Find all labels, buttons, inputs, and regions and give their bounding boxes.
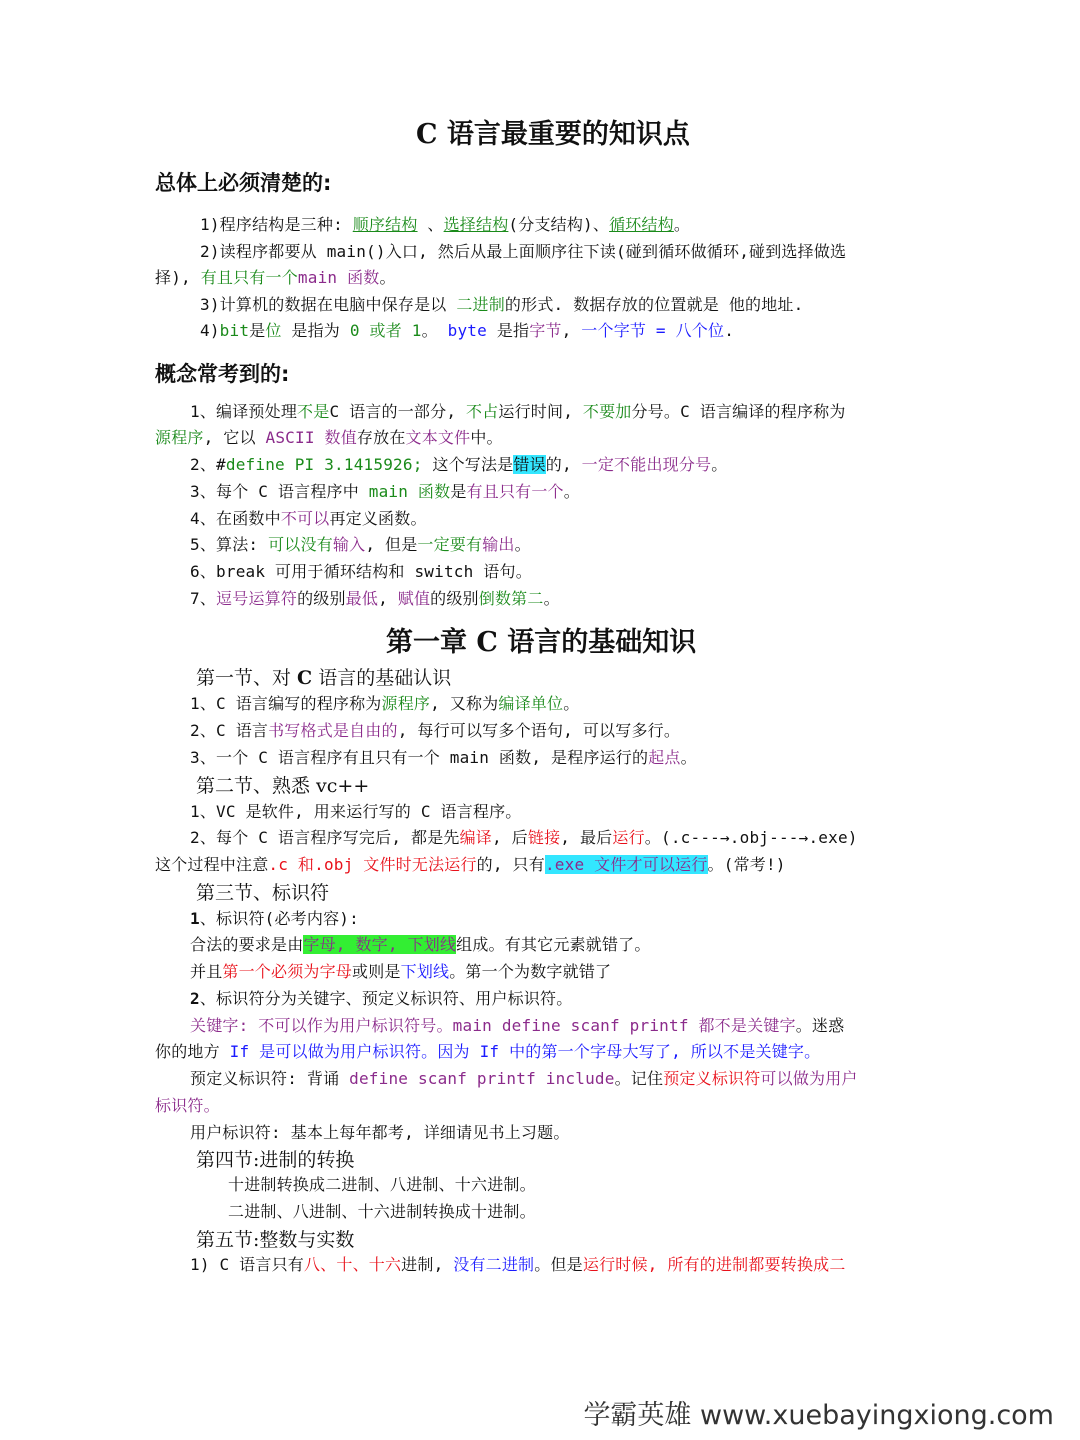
text-run: 、标识符(必考内容): [199, 909, 359, 928]
text-run: 并且 [190, 962, 223, 981]
overall-2b [155, 265, 396, 288]
text-run: 。(.c---→.obj---→.exe) [644, 828, 858, 847]
text-run: 。 [563, 482, 580, 501]
text-run: 你的地方 [155, 1042, 230, 1061]
text-run: bit [219, 321, 250, 340]
text-run: C 语言的一部分, [329, 402, 466, 421]
concept-4 [190, 506, 427, 529]
s3-1 [190, 906, 359, 929]
s2-1 [190, 799, 522, 822]
text-run: 语言的基础认识 [312, 667, 452, 689]
text-run: 输入 [332, 535, 366, 554]
text-run: 。 [514, 535, 531, 554]
text-run: 二进制、八进制、十六进制转换成十进制。 [228, 1202, 536, 1221]
text-run: 2)读程序都要从 main()入口, 然后从最上面顺序往下读(碰到循环做循环,碰到选择做选 [200, 242, 847, 261]
text-run: 是指 [486, 321, 530, 340]
text-run: main 函数 [297, 268, 380, 287]
text-run: 书写格式是自由的 [268, 721, 398, 740]
text-run: 字母, 数字, 下划线 [303, 935, 457, 954]
concept-1b [155, 425, 503, 448]
s2-2a [190, 825, 858, 848]
s3-kw-b [155, 1039, 820, 1062]
text-run: 。 [673, 215, 691, 234]
text-run: 源程序 [155, 428, 204, 447]
concept-6 [190, 559, 532, 582]
text-run: define scanf printf include [349, 1069, 615, 1088]
text-run: 用户标识符: 基本上每年都考, 详细请见书上习题。 [190, 1123, 570, 1142]
text-run: C 语言最重要的知识点 [416, 119, 690, 150]
text-run: 再定义函数。 [329, 509, 427, 528]
page-title [416, 112, 690, 151]
text-run: 一定不能出现分号 [581, 455, 712, 474]
text-run: 有且只有一个 [200, 268, 298, 287]
text-run: 八、十、十六 [303, 1255, 402, 1274]
text-run: 编译 [459, 828, 493, 847]
text-run: , 它以 [203, 428, 266, 447]
text-run: 组成。有其它元素就错了。 [456, 935, 651, 954]
text-run: 3、每个 C 语言程序中 [190, 482, 369, 501]
text-run: , 又称为 [430, 694, 499, 713]
section-3 [196, 878, 329, 905]
text-run: 错误 [513, 455, 546, 474]
text-run: 是 [249, 321, 266, 340]
concept-7 [190, 586, 560, 609]
text-run: 标识符。 [155, 1096, 220, 1115]
text-run: .c 和.obj 文件时无法运行 [268, 855, 477, 874]
text-run: 1、编译预处理 [190, 402, 298, 421]
s1-3 [190, 745, 697, 768]
text-run: 第五节:整数与实数 [196, 1229, 355, 1251]
section-4 [196, 1145, 354, 1172]
s4-2 [228, 1199, 536, 1222]
text-run: main 函数 [368, 482, 451, 501]
text-run: . [724, 321, 735, 340]
text-run: 。第一个为数字就错了 [449, 962, 612, 981]
text-run: 没有二进制 [453, 1255, 535, 1274]
watermark [583, 1393, 1054, 1432]
text-run: 。 [680, 748, 697, 767]
text-run: 2、每个 C 语言程序写完后, 都是先 [190, 828, 460, 847]
text-run: 链接 [527, 828, 561, 847]
text-run: 这个写法是 [422, 455, 514, 474]
overall-2a [200, 239, 846, 262]
text-run: , 但是 [365, 535, 418, 554]
chapter-1-title [386, 620, 696, 659]
text-run: 1、VC 是软件, 用来运行写的 C 语言程序。 [190, 802, 522, 821]
section-2 [196, 771, 369, 798]
text-run: 或则是 [352, 962, 401, 981]
text-run: 。 [543, 589, 560, 608]
text-run: 预定义标识符 [663, 1069, 761, 1088]
text-run: 7、 [190, 589, 217, 608]
text-run: 运行 [612, 828, 645, 847]
text-run: 3)计算机的数据在电脑中保存是以 [200, 295, 457, 314]
text-run: 。 [804, 1042, 821, 1061]
text-run: 起点 [648, 748, 681, 767]
text-run: C [297, 667, 313, 689]
s1-1 [190, 691, 579, 714]
text-run: , 最后 [560, 828, 613, 847]
text-run: 编译单位 [498, 694, 564, 713]
text-run: 不占 [466, 402, 499, 421]
text-run: 。迷惑 [795, 1016, 845, 1035]
text-run: 二进制 [456, 295, 505, 314]
text-run: 1) C 语言只有 [190, 1255, 304, 1274]
text-run: 第一个必须为字母 [222, 962, 353, 981]
s3-kw-a [190, 1013, 844, 1036]
text-run: 不是 [297, 402, 330, 421]
text-run: , [378, 589, 398, 608]
text-run: ASCII 数值 [265, 428, 357, 447]
s2-2b [155, 852, 786, 875]
text-run: 6、break 可用于循环结构和 switch 语句。 [190, 562, 532, 581]
heading-concepts [155, 358, 289, 388]
section-1 [196, 663, 451, 690]
text-run: 的, [545, 455, 582, 474]
text-run: 中。 [470, 428, 503, 447]
text-run: 存放在 [356, 428, 406, 447]
text-run: 十进制转换成二进制、八进制、十六进制。 [228, 1175, 536, 1194]
text-run: 。(常考!) [707, 855, 786, 874]
text-run: 2 [190, 989, 200, 1008]
overall-1 [200, 212, 690, 235]
text-run: 字节 [529, 321, 562, 340]
s3-pre-b [155, 1093, 220, 1116]
text-run: 1、C 语言编写的程序称为 [190, 694, 382, 713]
text-run: 是 [450, 482, 467, 501]
text-run: 的形式. 数据存放的位置就是 他的地址. [504, 295, 804, 314]
text-run: 4、在函数中 [190, 509, 281, 528]
text-run: 源程序 [381, 694, 431, 713]
text-run: byte [447, 321, 487, 340]
text-run: 一定要有 [417, 535, 483, 554]
text-run: 分号。C 语言编译的程序称为 [631, 402, 846, 421]
s1-2 [190, 718, 680, 741]
text-run: 5、算法: [190, 535, 269, 554]
text-run: 是指为 [281, 321, 350, 340]
s3-first [190, 959, 611, 982]
text-run: 、 [417, 215, 444, 234]
text-run: 1 [190, 909, 200, 928]
text-run: 0 或者 1 [349, 321, 422, 340]
text-run: 第一章 C 语言的基础知识 [386, 627, 697, 658]
text-run: 学霸英雄 www.xuebayingxiong.com [583, 1400, 1054, 1431]
text-run: 。记住 [614, 1069, 664, 1088]
text-run: 第三节、标识符 [196, 882, 330, 904]
text-run: 的级别 [297, 589, 346, 608]
text-run: 2、# [190, 455, 226, 474]
text-run: 。 [421, 321, 448, 340]
text-run: 一个字节 = 八个位 [581, 321, 725, 340]
text-run: 循环结构 [609, 215, 674, 234]
text-run: 运行时候, 所有的进制都要转换成二 [582, 1255, 846, 1274]
text-run: 的级别 [430, 589, 479, 608]
s4-1 [228, 1172, 536, 1195]
text-run: 。但是 [534, 1255, 583, 1274]
s3-2 [190, 986, 572, 1009]
text-run: 1)程序结构是三种: [200, 215, 353, 234]
text-run: 。 [711, 455, 728, 474]
text-run: 赋值 [397, 589, 431, 608]
concept-3 [190, 479, 580, 502]
text-run: 2、C 语言 [190, 721, 269, 740]
concept-5 [190, 532, 531, 555]
text-run: 概念常考到的: [155, 362, 290, 386]
text-run: define PI 3.1415926; [225, 455, 423, 474]
text-run: 、标识符分为关键字、预定义标识符、用户标识符。 [199, 989, 573, 1008]
text-run: , 后 [492, 828, 528, 847]
text-run: 这个过程中注意 [155, 855, 269, 874]
text-run: 第四节:进制的转换 [196, 1149, 355, 1171]
text-run: 第一节、对 [196, 667, 298, 689]
text-run: 择), [155, 268, 201, 287]
text-run: 不要加 [582, 402, 632, 421]
text-run: 位 [265, 321, 282, 340]
text-run: 不可以 [280, 509, 330, 528]
text-run: 选择结构 [443, 215, 509, 234]
text-run: , 每行可以写多个语句, 可以写多行。 [397, 721, 681, 740]
overall-3 [200, 292, 803, 315]
concept-1a [190, 399, 846, 422]
text-run: 下划线 [400, 962, 450, 981]
text-run: 。 [563, 694, 580, 713]
text-run: 运行时间, [498, 402, 583, 421]
text-run: 有且只有一个 [466, 482, 564, 501]
s3-rule [190, 932, 651, 955]
text-run: 第二节、熟悉 vc++ [196, 775, 370, 797]
text-run: 的, 只有 [476, 855, 545, 874]
text-run: 预定义标识符: 背诵 [190, 1069, 350, 1088]
text-run: 进制, [401, 1255, 454, 1274]
text-run: 4) [200, 321, 220, 340]
text-run: , [561, 321, 582, 340]
text-run: 合法的要求是由 [190, 935, 304, 954]
text-run: 3、一个 C 语言程序有且只有一个 main 函数, 是程序运行的 [190, 748, 649, 767]
text-run: 倒数第二 [478, 589, 544, 608]
concept-2 [190, 452, 727, 475]
overall-4 [200, 318, 734, 341]
text-run: .exe 文件才可以运行 [544, 855, 708, 874]
text-run: 输出 [482, 535, 515, 554]
text-run: 可以没有 [268, 535, 333, 554]
heading-overall [155, 167, 331, 197]
text-run: 总体上必须清楚的: [155, 171, 332, 195]
text-run: (分支结构)、 [508, 215, 610, 234]
text-run: 逗号运算符 [216, 589, 298, 608]
text-run: If 是可以做为用户标识符。因为 If 中的第一个字母大写了, 所以不是关键字 [229, 1042, 805, 1061]
text-run: 最低 [345, 589, 379, 608]
text-run: 文本文件 [405, 428, 471, 447]
text-run: 。 [379, 268, 396, 287]
s3-pre-a [190, 1066, 858, 1089]
text-run: 可以做为用户 [760, 1069, 858, 1088]
section-5 [196, 1225, 354, 1252]
s5-1 [190, 1252, 846, 1275]
text-run: 顺序结构 [352, 215, 418, 234]
s3-user [190, 1120, 570, 1143]
text-run: 关键字: 不可以作为用户标识符号。main define scanf printf 都不是关键字 [190, 1016, 796, 1035]
